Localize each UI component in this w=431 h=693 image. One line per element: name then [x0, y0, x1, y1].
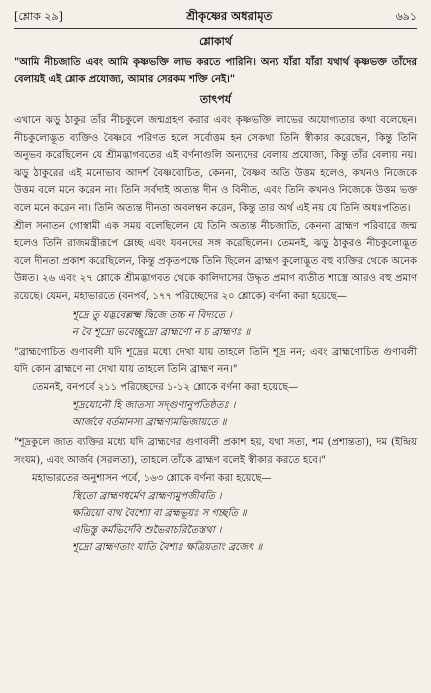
verse-line: শূদ্রে তু যদ্ভবেল্লক্ষ্ম দ্বিজে তচ্চ ন বিদ্যতে ।	[72, 309, 232, 321]
verse-reference: [শ্লোক ২৯]	[14, 10, 63, 23]
purport-paragraph-5: "শূদ্রকুলে জাত ব্যক্তির মধ্যে যদি ব্রাহ্মণের গুণাবলী প্রকাশ হয়, যথা সত্য, শম (প্রশান্ততা), দম (ইন্দ্রিয় সংযম), এবং আর্জব (সরলতা), তাহলে তাঁকে ব্রাহ্মণ বলেই স্বীকার করতে হবে।"	[14, 437, 417, 466]
verse-line: শূদ্রো ব্রাহ্মণতাং যাতি বৈশ্যঃ ক্ষত্রিয়তাং ব্রজেৎ ॥	[72, 542, 263, 554]
verse-block-3	[14, 488, 417, 556]
verse-line: স্থিতো ব্রাহ্মণধর্মেণ ব্রাহ্মণ্যমুপজীবতি ।	[72, 491, 222, 503]
translation-text: "আমি নীচজাতি এবং আমি কৃষ্ণভক্তি লাভ করতে পারিনি। অন্য যাঁরা যাঁরা যথার্থ কৃষ্ণভক্ত তাঁদের বেলায়ই এই শ্লোক প্রযোজ্য, আমার সেরকম শক্তি নেই।"	[14, 57, 417, 85]
translation-title: শ্লোকার্থ	[199, 35, 232, 48]
running-header	[14, 8, 417, 26]
verse-block-2	[14, 397, 417, 431]
verse-line: শূদ্রযোনৌ হি জাতস্য সদ্গুণানুপতিষ্ঠতঃ ।	[72, 400, 236, 412]
purport-paragraph-3: "ব্রাহ্মণোচিত গুণাবলী যদি শূদ্রের মধ্যে দেখা যায় তাহলে তিনি শূদ্র নন; এবং ব্রাহ্মণোচিত গুণাবলী যদি কোন ব্রাহ্মণে না দেখা যায় তাহলে তিনি ব্রাহ্মণ নন।"	[14, 346, 417, 376]
verse-line: এভিস্তু কর্মভির্দেবি শুভৈরাচরিতৈস্তথা ।	[72, 525, 222, 537]
verse-line: আর্জবে বর্তমানস্য ব্রাহ্মণ্যমভিজায়তে ॥	[72, 417, 227, 429]
verse-line: ন বৈ শূদ্রো ভবেচ্ছূদ্রো ব্রাহ্মণো ন চ ব্রাহ্মণঃ ॥	[72, 326, 251, 338]
header-rule	[14, 28, 417, 29]
page-number: ৬৯১	[395, 10, 417, 23]
verse-line: ক্ষত্রিয়ো বাথ বৈশ্যো বা ব্রহ্মভূয়ঃ স গচ্ছতি ॥	[72, 508, 247, 520]
purport-paragraph-2: শ্রীল সনাতন গোস্বামী এক সময় বলেছিলেন যে তিনি অত্যন্ত নীচজাতি, কেননা ব্রাহ্মণ পরিবারে জন্ম হলেও তিনি রাজমন্ত্রীরূপে ম্লেচ্ছ এবং যবনদের সঙ্গ করেছিলেন। তেমনই, ঝড়ু ঠাকুরও নীচকুলোদ্ভূত বলে দীনতা প্রকাশ করেছিলেন, কিন্তু প্রকৃতপক্ষে তিনি ছিলেন ব্রাহ্মণ কুলোদ্ভূত বহু ব্যক্তির থেকে অনেক উন্নত। ২৬ এবং ২৭ শ্লোকে শ্রীমদ্ভাগবত থেকে কালিদাসের উদ্ধৃত প্রমাণ ব্যতীত শাস্ত্রে আরও বহু প্রমাণ রয়েছে। যেমন, মহাভারতে (বনপর্ব, ১৭৭ পরিচ্ছেদের ২০ শ্লোকে) বর্ণনা করা হয়েছে—	[14, 220, 417, 302]
purport-paragraph-1: এখানে ঝড়ু ঠাকুর তাঁর নীচকুলে জন্মগ্রহণ করার এবং কৃষ্ণভক্তি লাভের অযোগ্যতার কথা বলেছেন। নীচকুলোদ্ভূত ব্যক্তিও বৈষ্ণবে পরিণত হলে সর্বোত্তম হন সেকথা তিনি স্বীকার করেছেন, কিন্তু তিনি অনুভব করেছিলেন যে শ্রীমদ্ভাগবতের এই বর্ণনাগুলি অন্যদের বেলায় প্রযোজ্য, কিন্তু তাঁর বেলায় নয়। ঝড়ু ঠাকুরের এই মনোভাব আদর্শ বৈষ্ণবোচিত, কেননা, বৈষ্ণব অতি উত্তম হলেও, কখনও নিজেকে উত্তম বলে মনে করেন না। তিনি সর্বদাই অত্যন্ত দীন ও বিনীত, এবং তিনি কখনও নিজেকে উত্তম ভক্ত বলে মনে করেন না। তিনি অত্যন্ত দীনতা অবলম্বন করেন, কিন্তু তার অর্থ এই নয় যে তিনি অধঃপতিত।	[14, 115, 417, 214]
purport-paragraph-6: মহাভারতের অনুশাসন পর্বে, ১৬৩ শ্লোকে বর্ণনা করা হয়েছে—	[32, 472, 272, 484]
purport-paragraph-4: তেমনই, বনপর্বে ২১১ পরিচ্ছেদের ১-১২ শ্লোকে বর্ণনা করা হয়েছে—	[32, 381, 299, 393]
verse-block-1	[14, 307, 417, 341]
purport-title: তাৎপর্য	[199, 93, 232, 106]
chapter-title: শ্রীকৃষ্ণের অধরামৃত	[186, 9, 273, 23]
